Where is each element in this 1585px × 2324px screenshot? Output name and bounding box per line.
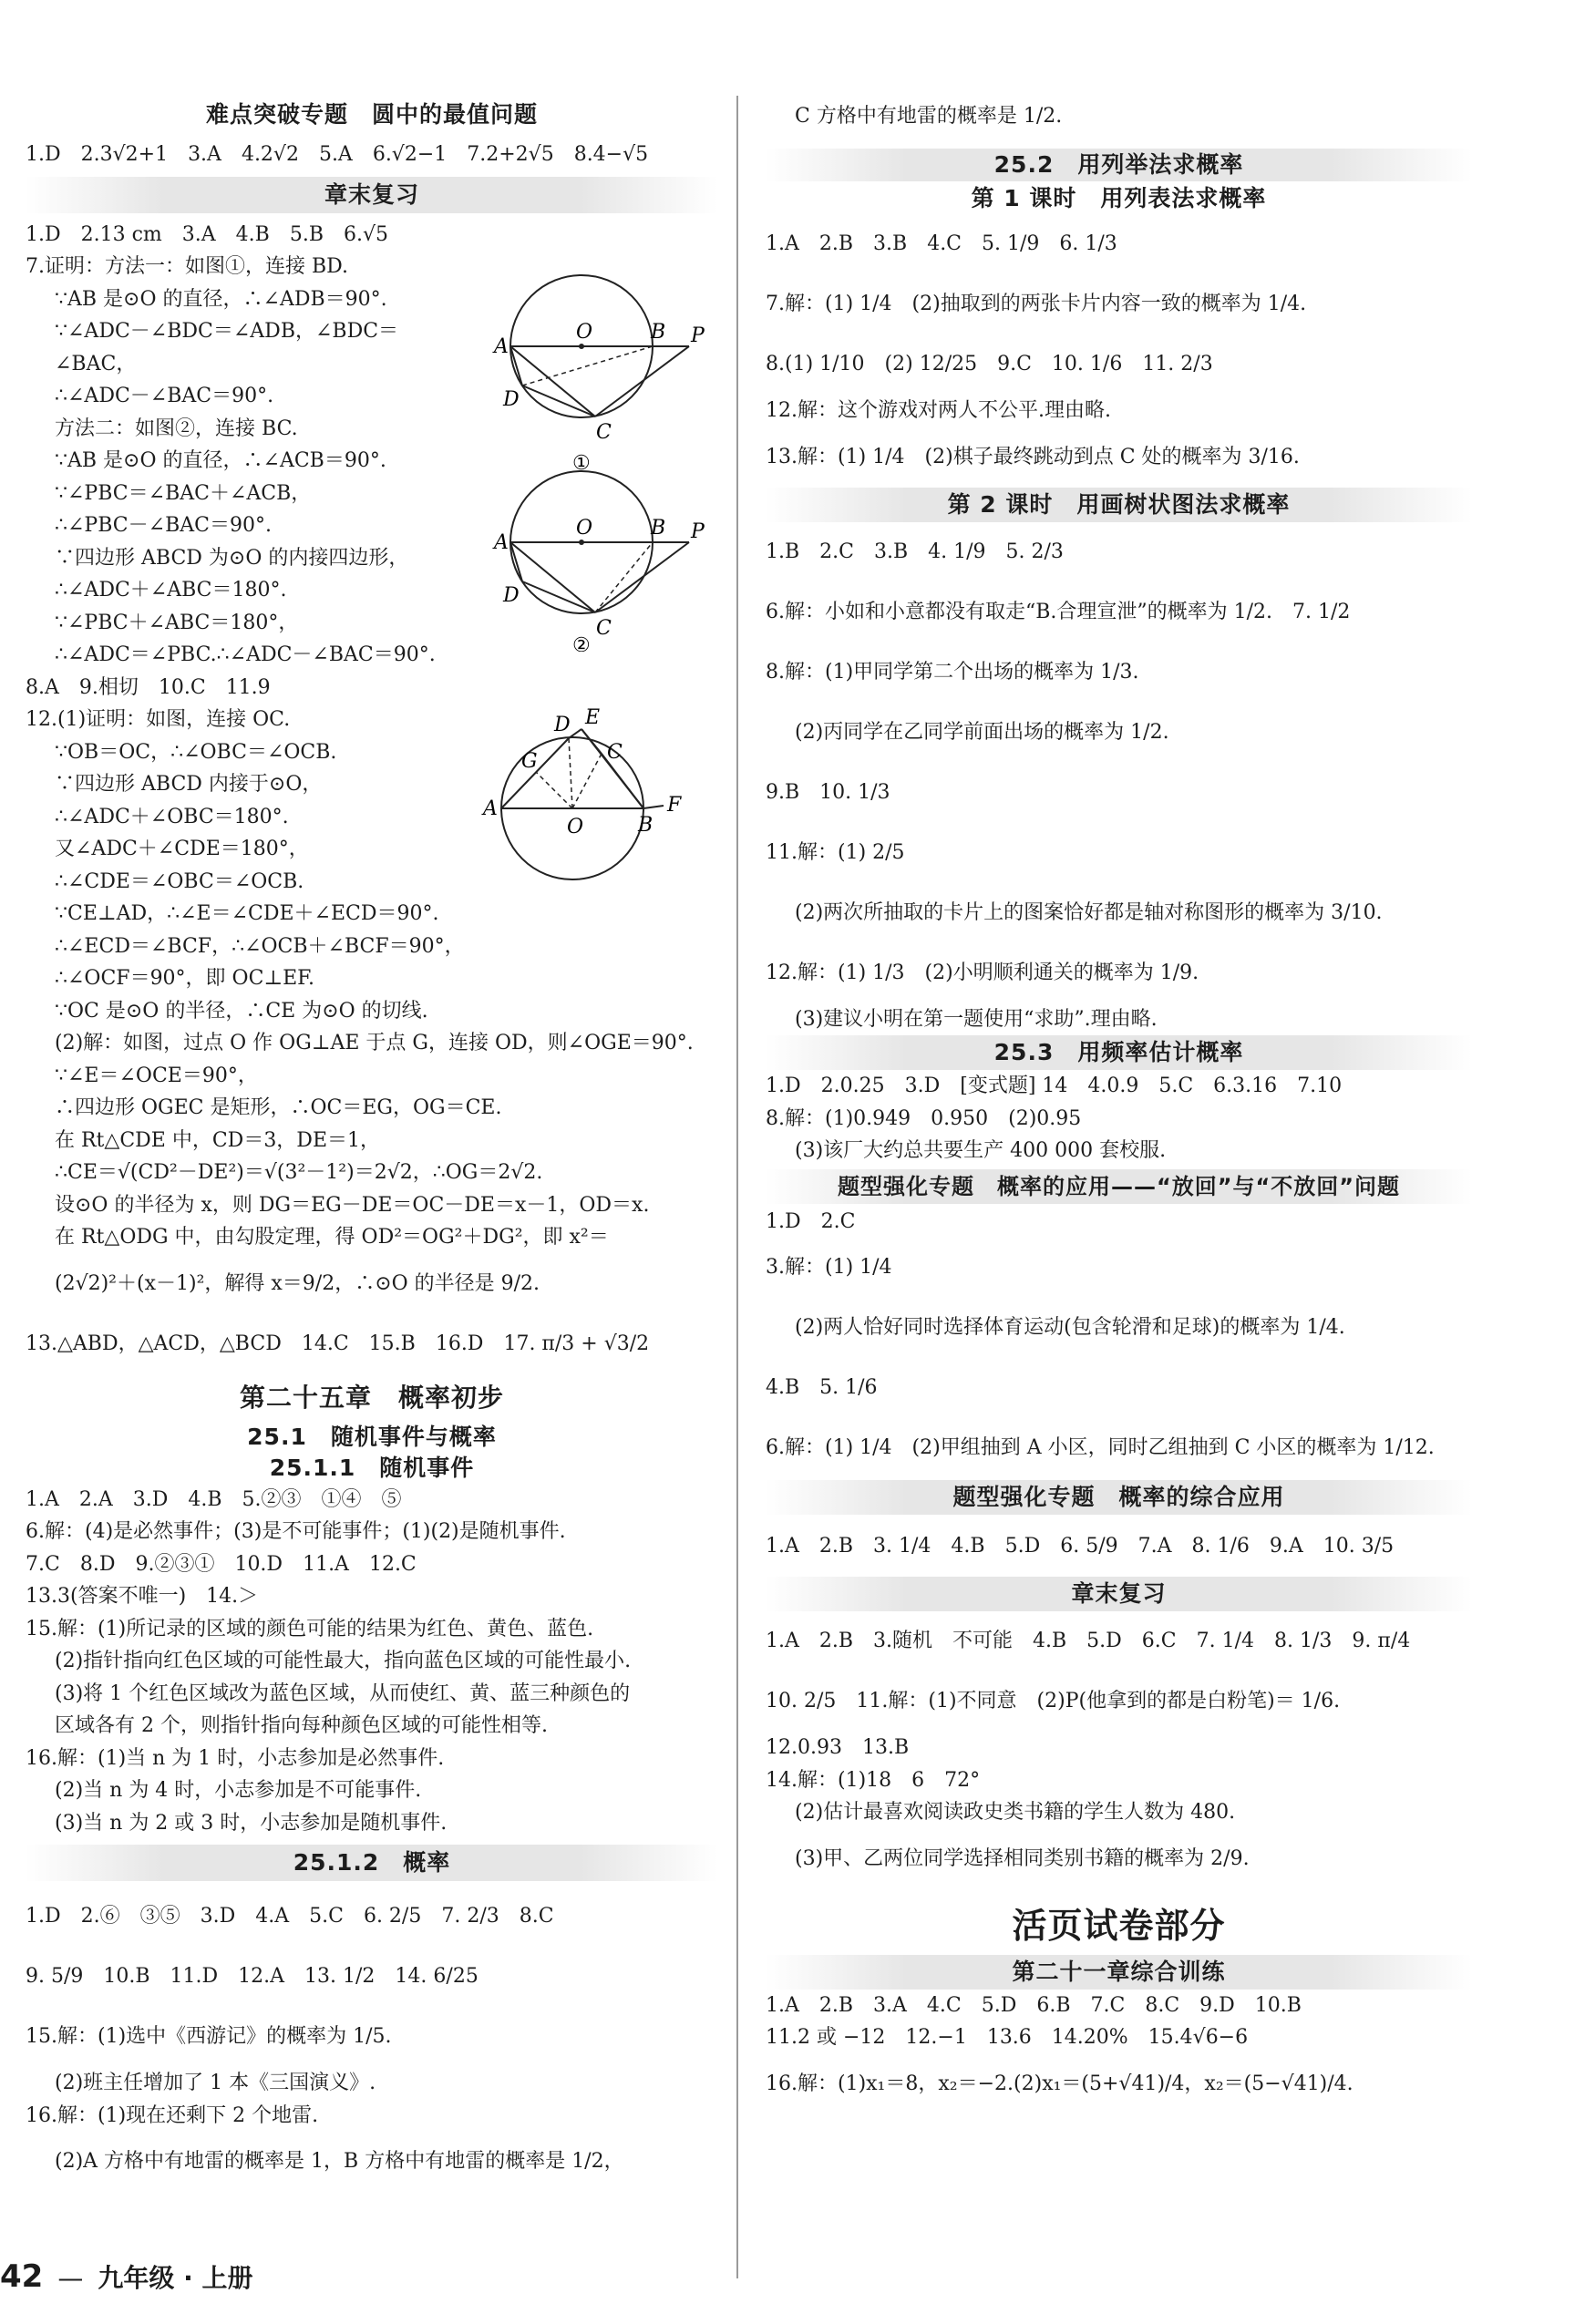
circle-figure-3 <box>481 704 718 886</box>
answer-line: C 方格中有地雷的概率是 1/2. <box>795 105 1063 128</box>
answer-line: 13.△ABD，△ACD，△BCD 14.C 15.B 16.D 17. π/3 + √3/2 <box>26 1332 650 1355</box>
answer-line: 1.A 2.B 3.A 4.C 5.D 6.B 7.C 8.C 9.D 10.B <box>766 1993 1302 2017</box>
answer-line: (2)两次所抽取的卡片上的图案恰好都是轴对称图形的概率为 3/10. <box>795 900 1383 924</box>
fig1-label-c: C <box>596 421 612 444</box>
fig2-label-o: O <box>576 517 593 540</box>
proof-line: (2)解：如图，过点 O 作 OG⊥AE 于点 G，连接 OD，则∠OGE＝90°. <box>55 1032 694 1054</box>
proof-line: ∴CE＝√(CD²－DE²)＝√(3²－1²)＝2√2，∴OG＝2√2. <box>55 1161 543 1184</box>
answer-line: 7.解：(1) 1/4 (2)抽取到的两张卡片内容一致的概率为 1/4. <box>766 293 1307 315</box>
fig3-label-g: G <box>521 750 538 773</box>
answer-line: 区域各有 2 个，则指针指向每种颜色区域的可能性相等. <box>55 1714 548 1737</box>
fig3-label-e: E <box>585 706 601 729</box>
lesson-title-2: 第 2 课时 用画树状图法求概率 <box>766 488 1472 522</box>
proof-line: 设⊙O 的半径为 x，则 DG＝EG－DE＝OC－DE＝x－1，OD＝x. <box>55 1193 650 1217</box>
fig2-label-a: A <box>494 531 509 554</box>
proof-line: 方法二：如图②，连接 BC. <box>55 416 298 440</box>
answer-line: 11.2 或 −12 12.−1 13.6 14.20% 15.4√6−6 <box>766 2026 1249 2049</box>
section-title-max-value: 难点突破专题 圆中的最值问题 <box>205 101 538 128</box>
answer-line: 1.A 2.B 3. 1/4 4.B 5.D 6. 5/9 7.A 8. 1/6 9.A 10. 3/5 <box>766 1535 1395 1558</box>
answer-line: 1.A 2.B 3.B 4.C 5. 1/9 6. 1/3 <box>766 232 1117 255</box>
proof-line: ∴∠ADC＋∠OBC＝180°. <box>55 805 289 828</box>
proof-line: ∵∠E＝∠OCE＝90°， <box>55 1064 258 1087</box>
answer-line: 8.(1) 1/10 (2) 12/25 9.C 10. 1/6 11. 2/3 <box>766 353 1213 375</box>
answer-line: 8.解：(1)甲同学第二个出场的概率为 1/3. <box>766 660 1139 684</box>
proof-line: ∴∠ADC＋∠ABC＝180°. <box>55 579 287 602</box>
fig3-label-c: C <box>607 741 623 764</box>
fig1-label-b: B <box>651 321 666 344</box>
fig1-label-o: O <box>576 321 593 344</box>
fig3-label-b: B <box>638 814 654 837</box>
answer-line: (3)该厂大约总共要生产 400 000 套校服. <box>795 1139 1167 1162</box>
proof-line: ∵CE⊥AD，∴∠E＝∠CDE＋∠ECD＝90°. <box>55 902 439 925</box>
proof-line: 7.证明：方法一：如图①，连接 BD. <box>26 255 348 278</box>
chapter-title-25: 第二十五章 概率初步 <box>239 1382 504 1413</box>
proof-line: ∵∠PBC＋∠ABC＝180°， <box>55 611 299 634</box>
proof-line: ∵OC 是⊙O 的半径，∴CE 为⊙O 的切线. <box>55 999 428 1023</box>
lesson-title-1: 第 1 课时 用列表法求概率 <box>971 185 1267 211</box>
answer-line: 4.B 5. 1/6 <box>766 1376 878 1399</box>
answer-line: 15.解：(1)选中《西游记》的概率为 1/5. <box>26 2025 392 2048</box>
answer-line: 12.0.93 13.B <box>766 1736 910 1759</box>
proof-line: 又∠ADC＋∠CDE＝180°， <box>55 838 309 860</box>
answer-line: 1.D 2.13 cm 3.A 4.B 5.B 6.√5 <box>26 222 388 246</box>
big-section-title: 活页试卷部分 <box>1012 1905 1226 1946</box>
proof-line: 12.(1)证明：如图，连接 OC. <box>26 708 291 731</box>
proof-line: ∴∠OCF＝90°，即 OC⊥EF. <box>55 967 315 990</box>
answer-line: 11.解：(1) 2/5 <box>766 840 905 864</box>
section-title-special-2: 题型强化专题 概率的综合应用 <box>766 1480 1472 1515</box>
proof-line: 在 Rt△CDE 中，CD＝3，DE＝1， <box>55 1128 381 1152</box>
fig2-label-d: D <box>503 584 520 607</box>
answer-line: 3.解：(1) 1/4 <box>766 1256 892 1279</box>
page-number: 42 <box>0 2258 44 2295</box>
proof-line: ∴四边形 OGEC 是矩形，∴OC＝EG，OG＝CE. <box>55 1096 502 1119</box>
right-column <box>766 87 1472 2114</box>
section-title-25-1-1: 25.1.1 随机事件 <box>269 1454 475 1481</box>
proof-line: ∴∠ECD＝∠BCF，∴∠OCB＋∠BCF＝90°， <box>55 934 465 958</box>
answer-line: 8.A 9.相切 10.C 11.9 <box>26 675 271 699</box>
proof-line: ∠BAC， <box>55 352 137 375</box>
proof-line: ∵∠ADC－∠BDC＝∠ADB，∠BDC＝ <box>55 320 399 343</box>
section-title-25-1-2: 25.1.2 概率 <box>26 1845 718 1881</box>
answer-line: 6.解：小如和小意都没有取走“B.合理宣泄”的概率为 1/2. 7. 1/2 <box>766 600 1351 623</box>
proof-line: ∴∠ADC－∠BAC＝90°. <box>55 385 274 407</box>
footer-dash: — <box>57 2263 84 2293</box>
answer-line: 9. 5/9 10.B 11.D 12.A 13. 1/2 14. 6/25 <box>26 1965 479 1988</box>
answer-line: (2)A 方格中有地雷的概率是 1，B 方格中有地雷的概率是 1/2， <box>55 2150 624 2173</box>
geometry-figures-1-2 <box>481 251 718 652</box>
answer-line: 12.解：(1) 1/3 (2)小明顺利通关的概率为 1/9. <box>766 961 1199 984</box>
answer-line: 12.解：这个游戏对两人不公平.理由略. <box>766 399 1111 422</box>
answer-line: 1.D 2.3√2+1 3.A 4.2√2 5.A 6.√2−1 7.2+2√5 8.4−√5 <box>26 143 649 166</box>
fig2-label-b: B <box>651 517 666 540</box>
answer-line: (3)当 n 为 2 或 3 时，小志参加是随机事件. <box>55 1811 448 1835</box>
proof-line: ∵OB＝OC，∴∠OBC＝∠OCB. <box>55 740 337 764</box>
fig3-label-d: D <box>554 714 571 736</box>
answer-line: 6.解：(1) 1/4 (2)甲组抽到 A 小区，同时乙组抽到 C 小区的概率为 1/12. <box>766 1436 1435 1459</box>
footer-label: 九年级 · 上册 <box>98 2263 253 2293</box>
proof-line: 在 Rt△ODG 中，由勾股定理，得 OD²＝OG²＋DG²，即 x²＝ <box>55 1226 609 1249</box>
proof-line: ∵四边形 ABCD 为⊙O 的内接四边形， <box>55 546 409 570</box>
proof-line: ∴∠ADC＝∠PBC.∴∠ADC－∠BAC＝90°. <box>55 643 436 666</box>
answer-line: 1.A 2.A 3.D 4.B 5.②③ ①④ ⑤ <box>26 1487 402 1511</box>
answer-line: 13.3(答案不唯一) 14.＞ <box>26 1585 259 1608</box>
proof-line: ∴∠PBC－∠BAC＝90°. <box>55 514 272 537</box>
circle-figure-1-and-2 <box>481 251 718 652</box>
section-title-25-1: 25.1 随机事件与概率 <box>247 1423 497 1450</box>
fig1-label-a: A <box>494 335 509 358</box>
page-footer <box>0 2258 252 2295</box>
answer-line: 6.解：(4)是必然事件；(3)是不可能事件；(1)(2)是随机事件. <box>26 1520 566 1543</box>
geometry-figure-3 <box>481 704 718 886</box>
answer-line: 16.解：(1)现在还剩下 2 个地雷. <box>26 2103 319 2127</box>
left-column <box>26 91 718 2192</box>
proof-line: (2√2)²＋(x－1)²，解得 x＝9/2，∴⊙O 的半径是 9/2. <box>55 1271 540 1295</box>
answer-line: 1.B 2.C 3.B 4. 1/9 5. 2/3 <box>766 540 1064 563</box>
answer-line: 15.解：(1)所记录的区域的颜色可能的结果为红色、黄色、蓝色. <box>26 1617 594 1640</box>
question-12-block <box>26 704 718 898</box>
answer-line: 1.D 2.0.25 3.D [变式题] 14 4.0.9 5.C 6.3.16 7.10 <box>766 1075 1343 1097</box>
answer-line: (2)班主任增加了 1 本《三国演义》. <box>55 2072 376 2094</box>
answer-line: 9.B 10. 1/3 <box>766 780 890 804</box>
answer-line: 10. 2/5 11.解：(1)不同意 (2)P(他拿到的都是白粉笔)＝ 1/6. <box>766 1690 1341 1712</box>
fig1-number: ① <box>572 452 591 475</box>
answer-line: (2)指针指向红色区域的可能性最大，指向蓝色区域的可能性最小. <box>55 1650 632 1672</box>
answer-line: (3)将 1 个红色区域改为蓝色区域，从而使红、黄、蓝三种颜色的 <box>55 1681 631 1705</box>
section-title-chapter-review-25: 章末复习 <box>766 1577 1472 1611</box>
proof-line: ∵AB 是⊙O 的直径，∴∠ADB＝90°. <box>55 287 387 311</box>
fig3-label-o: O <box>567 816 584 838</box>
answer-line: 14.解：(1)18 6 72° <box>766 1768 981 1792</box>
section-title-chapter-21: 第二十一章综合训练 <box>766 1955 1472 1990</box>
section-title-special-1: 题型强化专题 概率的应用——“放回”与“不放回”问题 <box>766 1169 1472 1204</box>
answer-line: 1.D 2.⑥ ③⑤ 3.D 4.A 5.C 6. 2/5 7. 2/3 8.C <box>26 1905 554 1928</box>
answer-line: (2)估计最喜欢阅读政史类书籍的学生人数为 480. <box>795 1801 1236 1824</box>
proof-line: ∴∠CDE＝∠OBC＝∠OCB. <box>55 869 304 893</box>
answer-line: 16.解：(1)x₁＝8，x₂＝−2.(2)x₁＝(5+√41)/4，x₂＝(5−√41)/4. <box>766 2072 1353 2095</box>
answer-line: 7.C 8.D 9.②③① 10.D 11.A 12.C <box>26 1552 417 1576</box>
answer-line: 8.解：(1)0.949 0.950 (2)0.95 <box>766 1106 1082 1130</box>
fig1-label-d: D <box>503 388 520 411</box>
section-title-chapter-review: 章末复习 <box>26 177 718 213</box>
answer-line: 13.解：(1) 1/4 (2)棋子最终跳动到点 C 处的概率为 3/16. <box>766 445 1300 468</box>
column-divider <box>736 96 738 2278</box>
answer-line: 16.解：(1)当 n 为 1 时，小志参加是必然事件. <box>26 1746 445 1770</box>
answer-line: (2)当 n 为 4 时，小志参加是不可能事件. <box>55 1779 422 1802</box>
answer-line: 1.A 2.B 3.随机 不可能 4.B 5.D 6.C 7. 1/4 8. 1/3 9. π/4 <box>766 1630 1411 1652</box>
proof-line: ∵∠PBC＝∠BAC＋∠ACB， <box>55 481 312 505</box>
section-title-25-3: 25.3 用频率估计概率 <box>766 1035 1472 1070</box>
answer-line: (3)甲、乙两位同学选择相同类别书籍的概率为 2/9. <box>795 1846 1250 1870</box>
fig1-label-p: P <box>691 324 705 347</box>
fig2-label-c: C <box>596 617 612 640</box>
proof-line: ∵AB 是⊙O 的直径，∴∠ACB＝90°. <box>55 449 386 472</box>
fig3-label-a: A <box>483 797 498 820</box>
answer-line: (3)建议小明在第一题使用“求助”.理由略. <box>795 1007 1158 1031</box>
fig2-number: ② <box>572 634 591 652</box>
answer-line: 1.D 2.C <box>766 1209 856 1233</box>
answer-line: (2)丙同学在乙同学前面出场的概率为 1/2. <box>795 720 1169 744</box>
section-title-25-2: 25.2 用列举法求概率 <box>766 149 1472 181</box>
fig2-label-p: P <box>691 520 705 543</box>
question-7-block <box>26 251 718 672</box>
fig3-label-f: F <box>667 794 682 817</box>
answer-line: (2)两人恰好同时选择体育运动(包含轮滑和足球)的概率为 1/4. <box>795 1316 1345 1339</box>
proof-line: ∵四边形 ABCD 内接于⊙O， <box>55 773 323 796</box>
